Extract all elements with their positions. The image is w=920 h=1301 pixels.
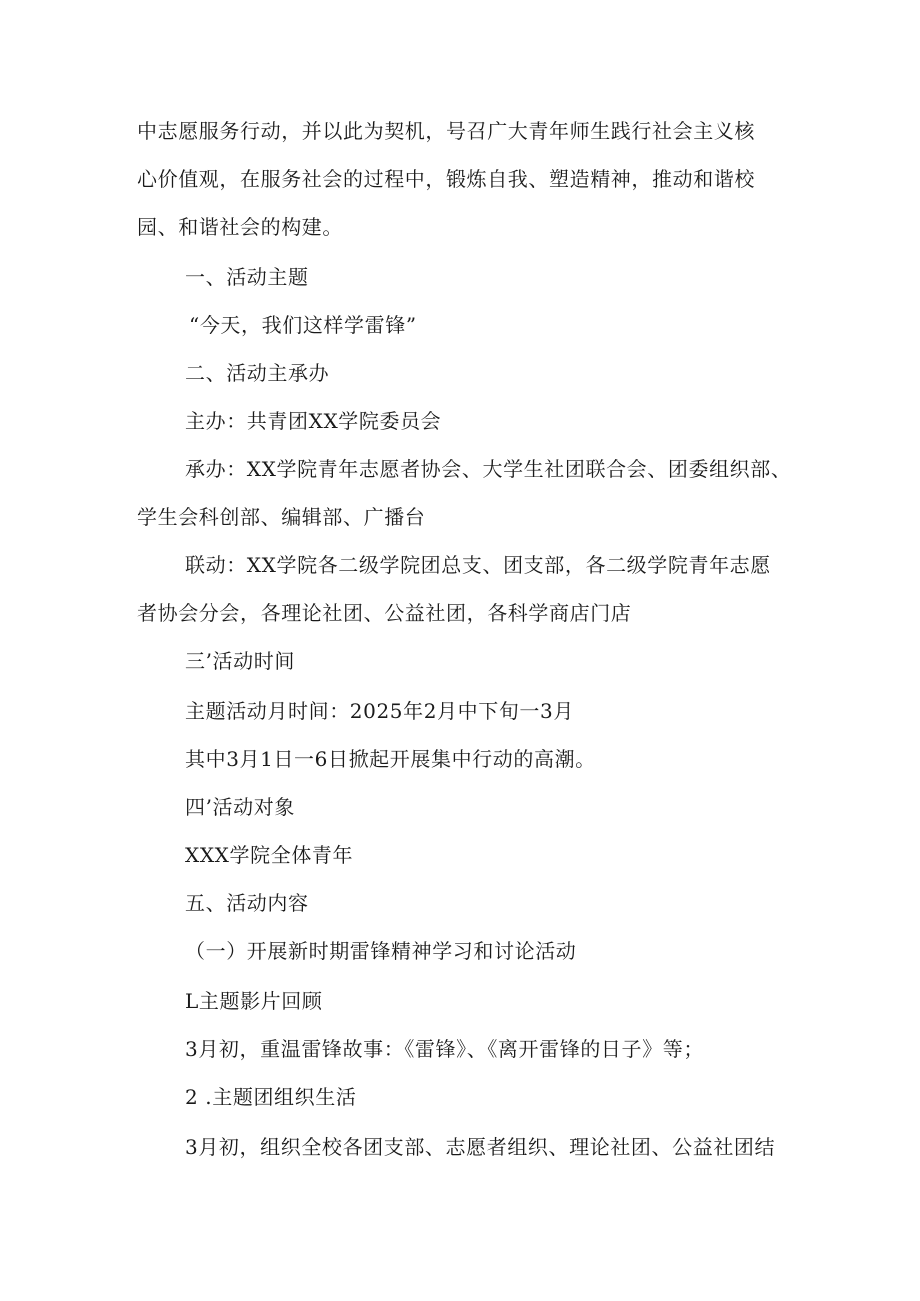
body-text-line: 者协会分会，各理论社团、公益社团，各科学商店门店 xyxy=(137,601,632,625)
body-text-line: 心价值观，在服务社会的过程中，锻炼自我、塑造精神，推动和谐校 xyxy=(137,167,755,191)
time-line: 主题活动月时间：2025年2月中下旬一3月 xyxy=(185,699,574,723)
section-heading-theme: 一、活动主题 xyxy=(185,265,309,289)
audience-line: XXX学院全体青年 xyxy=(185,843,354,867)
body-text-line: 3月初，组织全校各团支部、志愿者组织、理论社团、公益社团结 xyxy=(185,1135,776,1159)
body-text-line: 3月初，重温雷锋故事：《雷锋》、《离开雷锋的日子》等； xyxy=(185,1037,704,1061)
body-text-line: 中志愿服务行动，并以此为契机，号召广大青年师生践行社会主义核 xyxy=(137,119,755,143)
host-line: 主办：共青团XX学院委员会 xyxy=(185,409,442,433)
co-organizer-line: 联动：XX学院各二级学院团总支、团支部，各二级学院青年志愿 xyxy=(185,553,771,577)
body-text-line: 园、和谐社会的构建。 xyxy=(137,215,343,239)
subsection-heading: （一）开展新时期雷锋精神学习和讨论活动 xyxy=(185,939,577,963)
time-detail-line: 其中3月1日一6日掀起开展集中行动的高潮。 xyxy=(185,747,596,771)
section-heading-organizers: 二、活动主承办 xyxy=(185,361,330,385)
section-heading-audience: 四’活动对象 xyxy=(185,795,295,819)
section-heading-time: 三’活动时间 xyxy=(185,649,295,673)
section-heading-content: 五、活动内容 xyxy=(185,891,309,915)
item-heading: L主题影片回顾 xyxy=(185,989,323,1013)
item-heading: 2 .主题团组织生活 xyxy=(185,1085,357,1109)
organizer-line: 承办：XX学院青年志愿者协会、大学生社团联合会、团委组织部、 xyxy=(185,457,792,481)
theme-slogan: “今天，我们这样学雷锋” xyxy=(189,313,417,337)
body-text-line: 学生会科创部、编辑部、广播台 xyxy=(137,505,426,529)
